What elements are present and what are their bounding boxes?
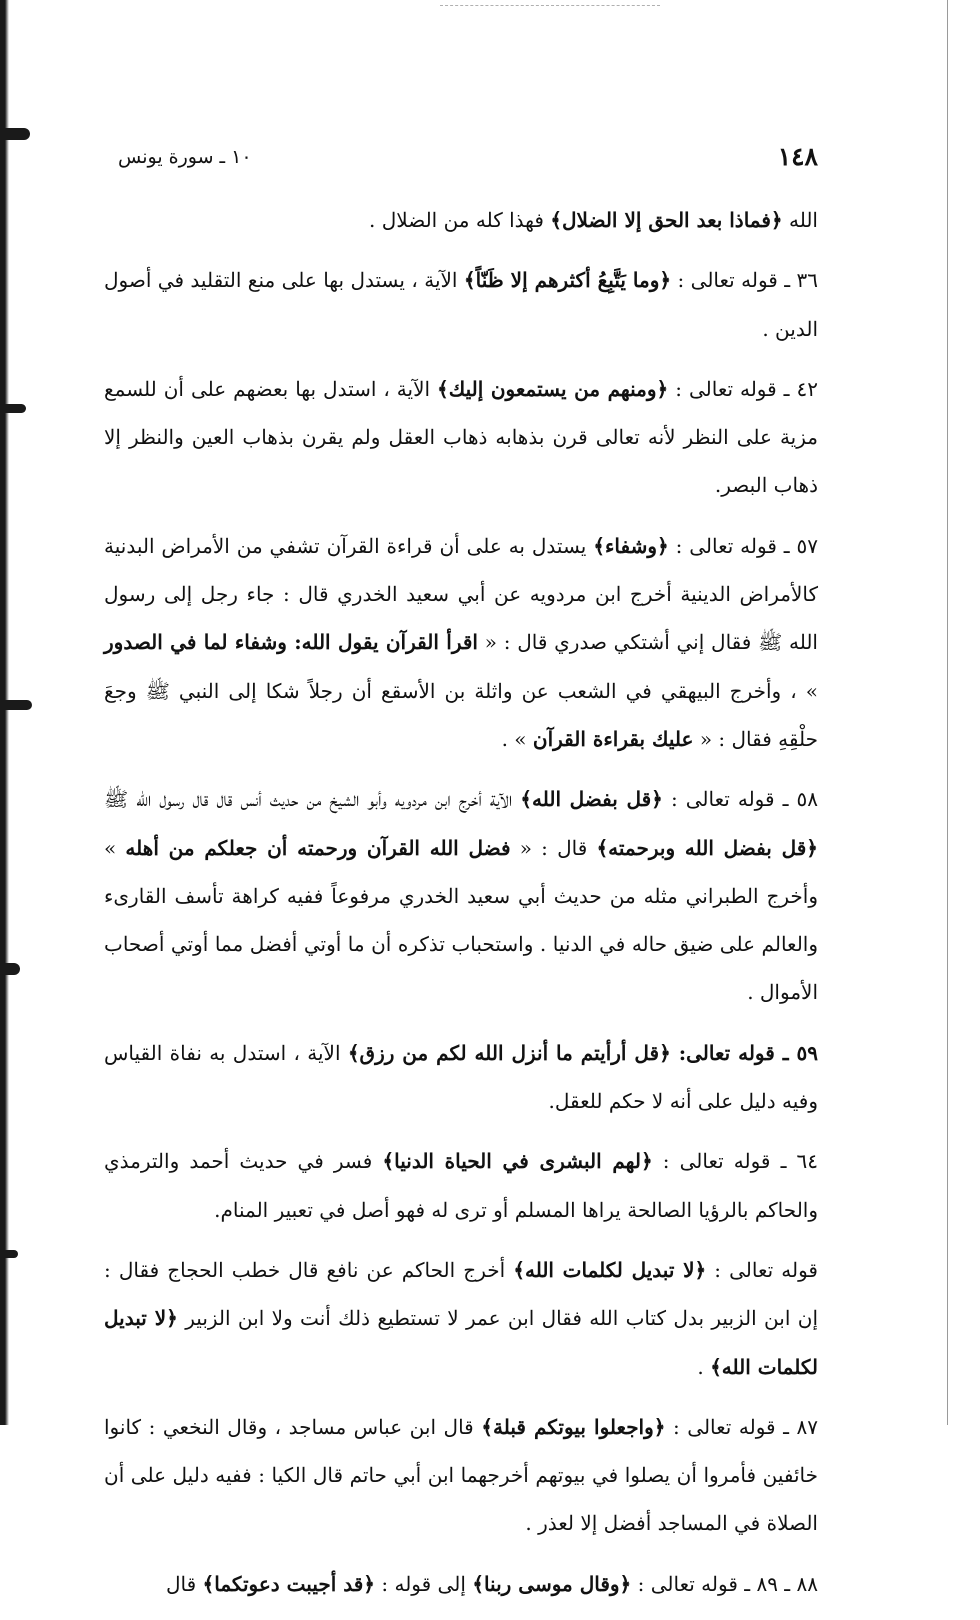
text-run: الله [782,208,818,232]
quoted-text: ﴿وقال موسى ربنا﴾ [472,1571,632,1596]
quoted-text: ٥٩ ـ قوله تعالى: [670,1040,818,1065]
quoted-text: ﴿لهم البشرى في الحياة الدنيا﴾ [382,1149,653,1174]
text-run: قوله تعالى : [706,1257,818,1282]
text-run: ٨٨ ـ ٨٩ ـ قوله تعالى : [631,1571,818,1596]
quoted-text: ﴿فماذا بعد الحق إلا الضلال﴾ [550,208,783,232]
paragraph [104,1560,818,1608]
text-run: أخرج الحاكم عن نافع قال خطب الحجاج فقال : إن ابن الزبير بدل كتاب الله فقال ابن عمر لا تستطيع ذلك أنت ولا ابن الزبير [104,1257,819,1331]
paragraph [104,1137,818,1234]
quoted-text: ﴿وشفاء﴾ [593,533,669,558]
quoted-text: ﴿قد أجيبت دعوتكما﴾ [202,1571,376,1596]
paragraph [104,522,818,763]
paragraph [104,1029,818,1126]
quoted-text: ﴿قل بفضل الله﴾ [520,787,663,812]
page-header [118,142,818,176]
paragraph [104,775,818,1016]
page-number: ١٤٨ [777,142,818,171]
text-run: ٨٧ ـ قوله تعالى : [665,1414,818,1439]
scan-edge [0,0,9,1425]
text-run: ٦٤ ـ قوله تعالى : [652,1149,819,1174]
page-gutter [947,0,948,1425]
running-head: ١٠ ـ سورة يونس [118,146,252,168]
text-run: إلى قوله : [375,1571,473,1596]
quoted-text: ﴿قل أرأيتم ما أنزل الله لكم من رزق﴾ [347,1040,671,1065]
text-run: الآية ، استدل به نفاة القياس وفيه دليل على أنه لا حكم للعقل. [104,1040,818,1114]
text-run: فسر في حديث أحمد والترمذي والحاكم بالرؤيا الصالحة يراها المسلم أو ترى له فهو أصل في تعبير المنام. [104,1149,818,1222]
quoted-text: ﴿قل بفضل الله وبرحمته﴾ [596,835,819,860]
quoted-text: عليك بقراءة القرآن [532,726,694,751]
text-run: قال ابن عباس مساجد ، وقال النخعي : كانوا خائفين فأمروا أن يصلوا في بيوتهم أخرجهما ابن أبي حاتم قال الكيا : ففيه دليل على أن الصلاة في المساجد أفضل إلا لعذر . [104,1414,818,1536]
paragraph [104,256,818,353]
text-run: قال [165,1571,203,1596]
quoted-text: اقرأ القرآن يقول الله: وشفاء لما في الصدور [104,630,478,655]
scan-mark [0,700,32,710]
text-run: » . [501,726,533,751]
scan-mark [0,128,30,140]
paragraph [104,196,818,244]
scan-artifact [440,5,660,6]
text-run: » ، وأخرج البيهقي في الشعب عن واثلة بن الأسقع أن رجلاً شكا إلى النبي ﷺ وجعَ حلْقِهِ فقال : « [104,678,818,751]
scan-mark [0,963,20,975]
paragraph [104,1246,818,1391]
page-body [104,196,818,1620]
text-run: قال : « [510,835,597,860]
text-run: ٤٢ ـ قوله تعالى : [668,376,818,401]
quoted-text: ﴿وما يَتَّبِعُ أكثرهم إلا ظَنّاً﴾ [463,268,672,293]
text-run: الآية ، استدل بها بعضهم على أن للسمع مزية على النظر لأنه تعالى قرن بذهابه ذهاب العقل ولم يقرن بذهاب العين والنظر إلا ذهاب البصر. [104,376,818,498]
quoted-text: ﴿لا تبديل لكلمات الله﴾ [513,1257,707,1282]
text-run: يستدل به على أن قراءة القرآن تشفي من الأمراض البدنية كالأمراض الدينية أخرج ابن مردويه عن أبي سعيد الخدري قال : جاء رجل إلى رسول الله ﷺ فقال إني أشتكي صدري قال : « [104,533,818,655]
paragraph [104,365,818,510]
text-run: فهذا كله من الضلال . [369,208,551,232]
quoted-text: فضل الله القرآن ورحمته أن جعلكم من أهله [125,835,511,860]
text-run: . [697,1354,711,1379]
text-run: ٣٦ ـ قوله تعالى : [671,268,818,293]
quoted-text: ﴿ومنهم من يستمعون إليك﴾ [437,376,669,401]
scan-mark [0,404,26,413]
scan-mark [0,1250,18,1258]
text-run: » وأخرج الطبراني مثله من حديث أبي سعيد الخدري مرفوعاً ففيه كراهة تأسف القارىء والعالم على ضيق حاله في الدنيا . واستحباب تذكره أن ما أوتي أفضل مما أوتي أصحاب الأموال . [104,835,819,1005]
quoted-text: ﴿واجعلوا بيوتكم قبلة﴾ [481,1414,666,1439]
text-run: الآية أخرج ابن مردويه وأبو الشيخ من حديث أنس قال قال رسول الله ﷺ [104,787,521,812]
text-run: الآية ، يستدل بها على منع التقليد في أصول الدين . [104,268,818,341]
text-run: ٥٧ ـ قوله تعالى : [668,533,818,558]
quoted-text: ﴿لا تبديل لكلمات الله﴾ [104,1306,818,1379]
text-run: ٥٨ ـ قوله تعالى : [662,787,818,812]
